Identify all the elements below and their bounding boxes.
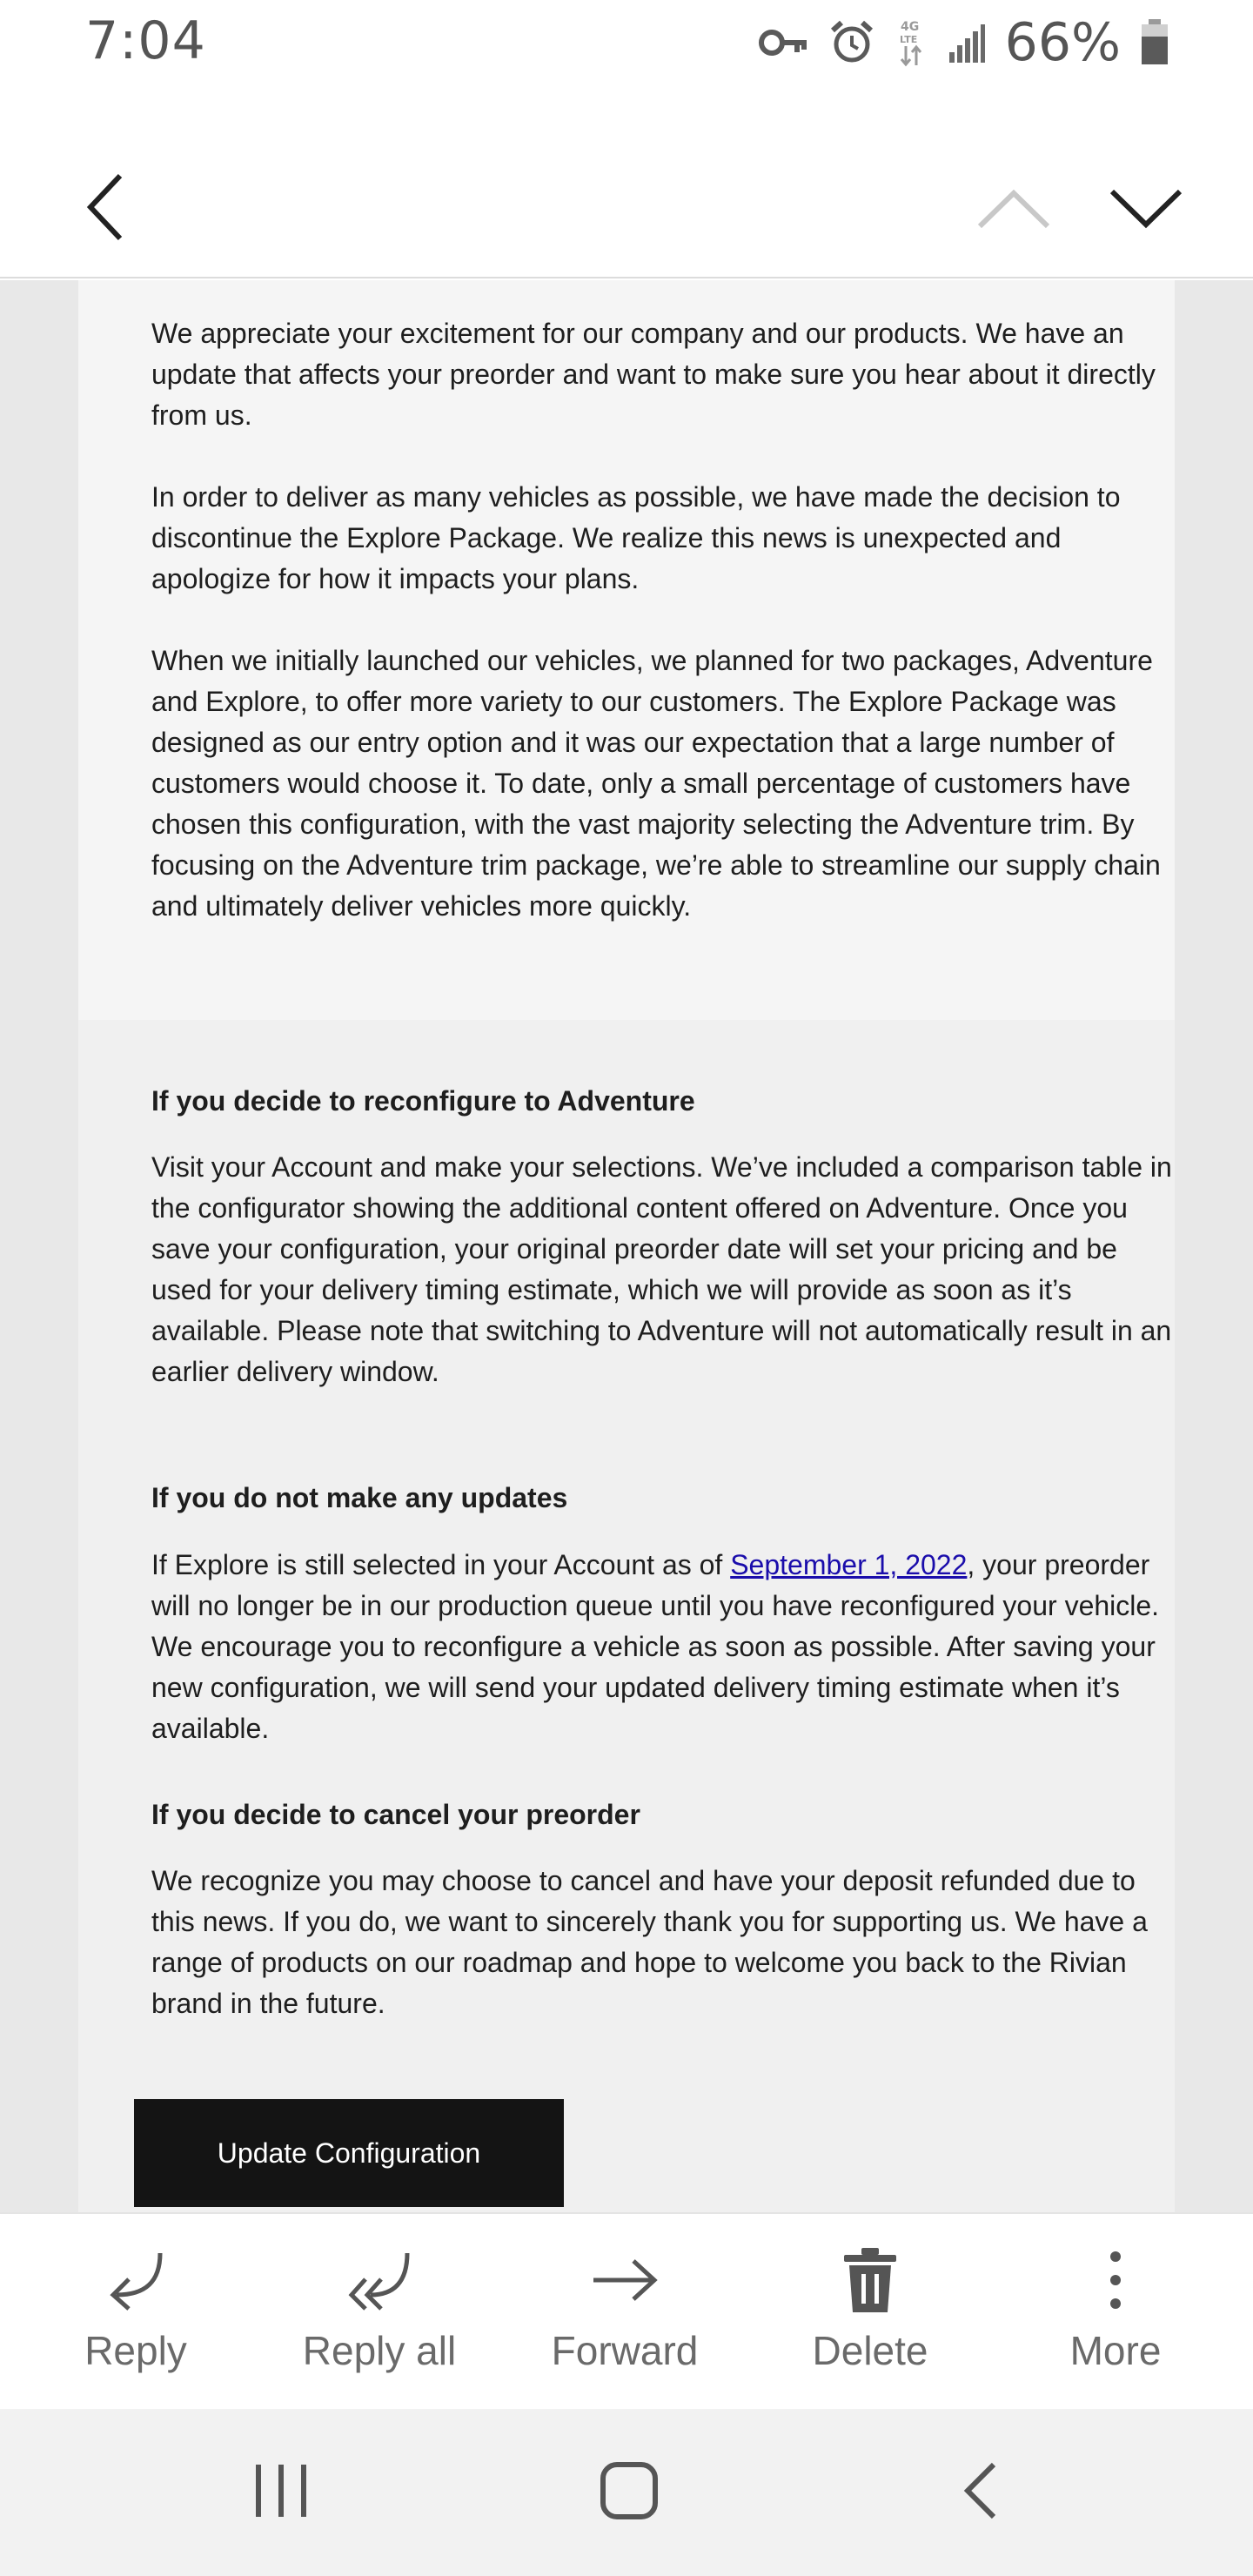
- delete-button[interactable]: [766, 2214, 975, 2411]
- back-arrow-icon[interactable]: [80, 171, 132, 244]
- body-text-before-link: If Explore is still selected in your Account as of: [151, 1549, 731, 1580]
- intro-paragraph-3: When we initially launched our vehicles, we planned for two packages, Adventure and Explore, to offer more variety to our customers. The Explore Package was designed as our entry option and it was our expectation that a large number of customers would choose it. To date, only a small percentage of customers have chosen this configuration, with the vast majority selecting the Adventure trim. By focusing on the Adventure trim package, we’re able to streamline our supply chain and ultimately deliver vehicles more quickly.: [151, 645, 1161, 922]
- chevron-down-icon[interactable]: [1107, 184, 1185, 231]
- email-action-bar: [0, 2212, 1253, 2409]
- more-label: More: [1069, 2328, 1162, 2373]
- key-icon: [758, 25, 810, 60]
- alarm-icon: [829, 20, 874, 65]
- signal-icon: [948, 23, 986, 63]
- intro-paragraph-1: We appreciate your excitement for our company and our products. We have an update that affects your preorder and want to make sure you hear about it directly from us.: [151, 318, 1156, 431]
- more-button[interactable]: [1011, 2214, 1220, 2411]
- lte-data-icon: [894, 18, 928, 67]
- forward-icon: [590, 2254, 660, 2306]
- email-card: [78, 280, 1175, 2212]
- section-heading-reconfigure: If you decide to reconfigure to Adventure: [151, 1085, 695, 1117]
- section-heading-cancel: If you decide to cancel your preorder: [151, 1799, 640, 1830]
- trash-icon: [842, 2248, 898, 2312]
- email-body-scroll[interactable]: [0, 280, 1253, 2212]
- svg-text:4G: 4G: [900, 20, 919, 34]
- section-heading-no-updates: If you do not make any updates: [151, 1482, 568, 1513]
- status-icons: [758, 12, 1169, 73]
- more-vertical-icon: [1107, 2250, 1124, 2311]
- svg-text:LTE: LTE: [899, 34, 917, 45]
- reply-icon: [103, 2250, 169, 2311]
- battery-icon: [1140, 19, 1169, 66]
- update-configuration-button[interactable]: Update Configuration: [134, 2099, 564, 2207]
- reply-all-label: Reply all: [302, 2328, 457, 2373]
- chevron-up-icon[interactable]: [975, 184, 1053, 231]
- section-body-reconfigure: Visit your Account and make your selections. We’ve included a comparison table in the configurator showing the additional content offered on Adventure. Once you save your configuration, your original preorder date will set your pricing and be used for your delivery timing estimate, which we will provide as soon as it’s available. Please note that switching to Adventure will not automatically result in an earlier delivery window.: [151, 1151, 1172, 1387]
- recents-icon[interactable]: [251, 2458, 312, 2524]
- email-header: [0, 87, 1253, 278]
- status-time: 7:04: [85, 10, 206, 71]
- section-body-no-updates: [151, 1545, 1178, 1749]
- home-icon[interactable]: [599, 2458, 660, 2524]
- forward-label: Forward: [551, 2328, 699, 2373]
- reply-all-icon: [346, 2250, 412, 2311]
- intro-paragraph-2: In order to deliver as many vehicles as possible, we have made the decision to discontinue the Explore Package. We realize this news is unexpected and apologize for how it impacts your plans.: [151, 481, 1121, 594]
- reply-all-button[interactable]: [275, 2214, 484, 2411]
- reply-label: Reply: [84, 2328, 187, 2373]
- battery-percent: 66%: [1004, 12, 1121, 73]
- section-body-cancel: We recognize you may choose to cancel and have your deposit refunded due to this news. If you do, we want to sincerely thank you for supporting us. We have a range of products on our roadmap and hope to welcome you back to the Rivian brand in the future.: [151, 1865, 1148, 2019]
- back-icon[interactable]: [959, 2458, 1002, 2524]
- system-navigation-bar: [0, 2409, 1253, 2576]
- reply-button[interactable]: [31, 2214, 240, 2411]
- date-link[interactable]: September 1, 2022: [730, 1549, 968, 1580]
- delete-label: Delete: [812, 2328, 928, 2373]
- body-text-after-link: , your preorder will no longer be in our production queue until you have reconfigured your vehicle. We encourage you to reconfigure a vehicle as soon as possible. After saving your new configuration, we will send your updated delivery timing estimate when it’s available.: [151, 1549, 1160, 1744]
- forward-button[interactable]: [520, 2214, 729, 2411]
- status-bar: [0, 0, 1253, 87]
